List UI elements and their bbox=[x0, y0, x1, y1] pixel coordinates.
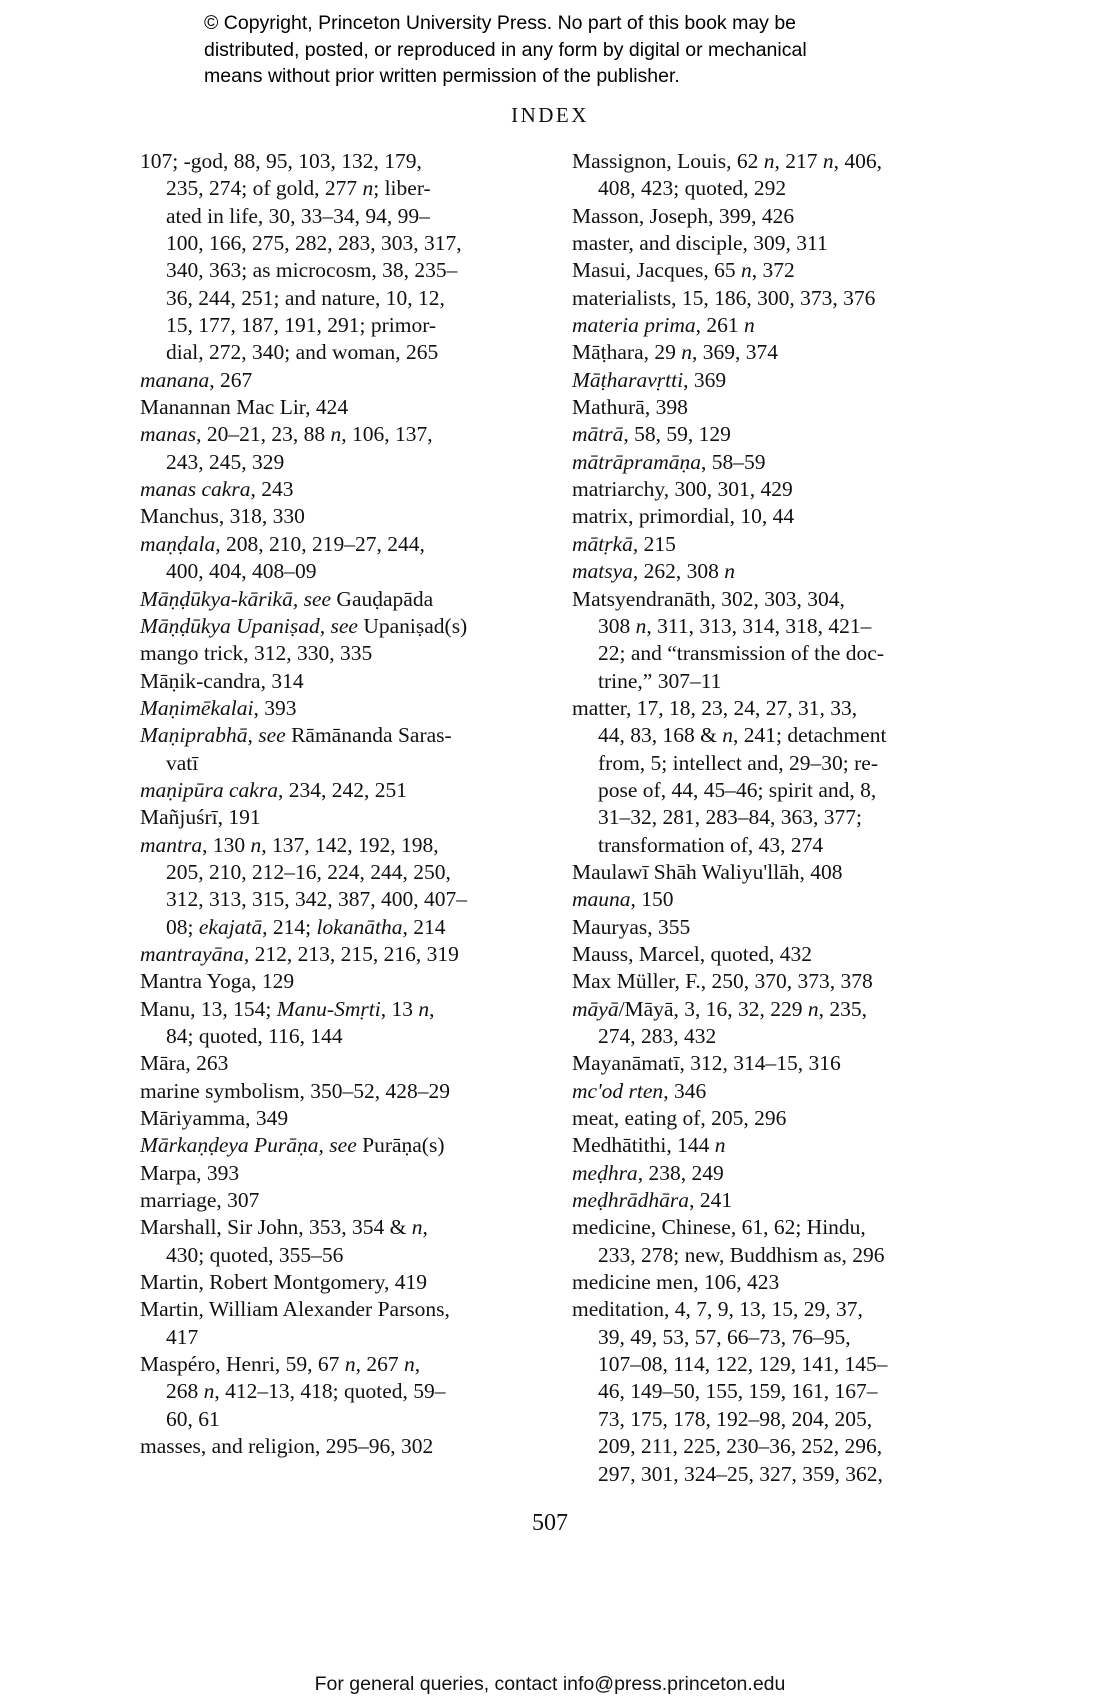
index-entry: Māṭharavṛtti, 369 bbox=[572, 367, 727, 392]
index-entry: Manchus, 318, 330 bbox=[140, 504, 305, 529]
copyright-notice bbox=[204, 10, 964, 90]
index-entry: Masson, Joseph, 399, 426 bbox=[572, 203, 795, 228]
index-entry: mc'od rten, 346 bbox=[572, 1078, 707, 1103]
index-entry: Matsyendranāth, 302, 303, 304, 308 n, 311, 313, 314, 318, 421– 22; and “transmission of the doc- trine,” 307–11 bbox=[572, 586, 885, 693]
index-entry: meḍhrādhāra, 241 bbox=[572, 1188, 733, 1213]
index-entry: mātṛkā, 215 bbox=[572, 531, 676, 556]
index-entry: Max Müller, F., 250, 370, 373, 378 bbox=[572, 969, 873, 994]
index-entry: matter, 17, 18, 23, 24, 27, 31, 33, 44, 83, 168 & n, 241; detachment from, 5; intellect and, 29–30; re- pose of, 44, 45–46; spirit and, 8, 31–32, 281, 283–84, 363, 377; transformation of, 43, 274 bbox=[572, 695, 887, 857]
index-entry: Mayanāmatī, 312, 314–15, 316 bbox=[572, 1051, 841, 1076]
index-entry: materialists, 15, 186, 300, 373, 376 bbox=[572, 285, 876, 310]
page-number: 507 bbox=[532, 1510, 568, 1536]
index-entry: meditation, 4, 7, 9, 13, 15, 29, 37, 39, 49, 53, 57, 66–73, 76–95, 107–08, 114, 122, 129, 141, 145– 46, 149–50, 155, 159, 161, 167– 73, 175, 178, 192–98, 204, 205, 209, 211, 225, 230–36, 252, 296, 297, 301, 324–25, 327, 359, 362, bbox=[572, 1297, 888, 1486]
index-entry: Manannan Mac Lir, 424 bbox=[140, 395, 349, 420]
copyright-line: means without prior written permission of the publisher. bbox=[204, 65, 680, 87]
copyright-line: distributed, posted, or reproduced in any form by digital or mechanical bbox=[204, 38, 807, 61]
index-entry: Marshall, Sir John, 353, 354 & n, 430; quoted, 355–56 bbox=[140, 1215, 428, 1267]
index-entry: medicine, Chinese, 61, 62; Hindu, 233, 278; new, Buddhism as, 296 bbox=[572, 1215, 885, 1267]
index-entry: master, and disciple, 309, 311 bbox=[572, 231, 828, 256]
running-header: INDEX bbox=[511, 103, 589, 127]
index-entry: Mauryas, 355 bbox=[572, 914, 691, 939]
index-entry: meat, eating of, 205, 296 bbox=[572, 1106, 787, 1131]
index-entry: meḍhra, 238, 249 bbox=[572, 1160, 724, 1185]
index-entry: Masui, Jacques, 65 n, 372 bbox=[572, 258, 795, 283]
index-entry: mauna, 150 bbox=[572, 887, 674, 912]
index-entry: māyā/Māyā, 3, 16, 32, 229 n, 235, 274, 283, 432 bbox=[572, 996, 868, 1048]
index-entry: maṇipūra cakra, 234, 242, 251 bbox=[140, 777, 407, 802]
index-entry: Massignon, Louis, 62 n, 217 n, 406, 408, 423; quoted, 292 bbox=[572, 149, 882, 201]
index-entry: mantra, 130 n, 137, 142, 192, 198, 205, 210, 212–16, 224, 244, 250, 312, 313, 315, 342, 387, 400, 407– 08; ekajatā, 214; lokanātha, 214 bbox=[140, 832, 467, 939]
index-entry: Māṇik-candra, 314 bbox=[140, 668, 304, 693]
index-entry: Maṇimēkalai, 393 bbox=[140, 695, 297, 720]
index-entry: manas cakra, 243 bbox=[140, 477, 294, 502]
copyright-line: © Copyright, Princeton University Press. No part of this book may be bbox=[204, 12, 797, 34]
index-column-left bbox=[140, 148, 540, 1461]
index-entry: Martin, Robert Montgomery, 419 bbox=[140, 1270, 428, 1295]
index-column-right bbox=[572, 148, 992, 1488]
index-entry: Medhātithi, 144 n bbox=[572, 1133, 726, 1158]
index-entry: manas, 20–21, 23, 88 n, 106, 137, 243, 245, 329 bbox=[140, 422, 433, 474]
index-entry: Mārkaṇḍeya Purāṇa, see Purāṇa(s) bbox=[140, 1133, 445, 1158]
index-entry: Maspéro, Henri, 59, 67 n, 267 n, 268 n, 412–13, 418; quoted, 59– 60, 61 bbox=[140, 1352, 446, 1431]
index-entry: mantrayāna, 212, 213, 215, 216, 319 bbox=[140, 941, 459, 966]
index-entry: Māṇḍūkya-kārikā, see Gauḍapāda bbox=[140, 586, 434, 611]
index-entry: Māṭhara, 29 n, 369, 374 bbox=[572, 340, 779, 365]
index-entry: masses, and religion, 295–96, 302 bbox=[140, 1434, 434, 1459]
index-entry: Mantra Yoga, 129 bbox=[140, 969, 295, 994]
footer-contact: For general queries, contact info@press.princeton.edu bbox=[314, 1673, 786, 1695]
index-entry: Maulawī Shāh Waliyu'llāh, 408 bbox=[572, 859, 843, 884]
index-entry: maṇḍala, 208, 210, 219–27, 244, 400, 404, 408–09 bbox=[140, 531, 425, 584]
index-entry: mātrāpramāṇa, 58–59 bbox=[572, 449, 766, 474]
index-entry: matriarchy, 300, 301, 429 bbox=[572, 477, 793, 502]
index-entry: Martin, William Alexander Parsons, 417 bbox=[140, 1297, 450, 1349]
index-entry: matsya, 262, 308 n bbox=[572, 559, 736, 584]
index-entry: 107; -god, 88, 95, 103, 132, 179, 235, 274; of gold, 277 n; liber- ated in life, 30, 33–34, 94, 99– 100, 166, 275, 282, 283, 303, 317, 340, 363; as microcosm, 38, 235– 36, 244, 251; and nature, 10, 12, 15, 177, 187, 191, 291; primor- dial, 272, 340; and woman, 265 bbox=[140, 149, 462, 365]
index-entry: Māra, 263 bbox=[140, 1051, 229, 1076]
index-entry: Maṇiprabhā, see Rāmānanda Saras- vatī bbox=[140, 723, 452, 775]
index-entry: Mathurā, 398 bbox=[572, 395, 688, 420]
index-entry: mātrā, 58, 59, 129 bbox=[572, 422, 731, 447]
index-entry: Māriyamma, 349 bbox=[140, 1106, 289, 1131]
index-entry: medicine men, 106, 423 bbox=[572, 1270, 780, 1295]
index-entry: materia prima, 261 n bbox=[572, 313, 755, 338]
index-entry: matrix, primordial, 10, 44 bbox=[572, 504, 795, 529]
index-entry: Marpa, 393 bbox=[140, 1160, 240, 1185]
index-entry: marine symbolism, 350–52, 428–29 bbox=[140, 1078, 450, 1103]
index-entry: Mauss, Marcel, quoted, 432 bbox=[572, 941, 813, 966]
index-entry: marriage, 307 bbox=[140, 1188, 260, 1213]
index-entry: Māṇḍūkya Upaniṣad, see Upaniṣad(s) bbox=[140, 613, 468, 638]
index-entry: Manu, 13, 154; Manu-Smṛti, 13 n, 84; quoted, 116, 144 bbox=[140, 996, 435, 1048]
index-entry: mango trick, 312, 330, 335 bbox=[140, 641, 373, 666]
index-entry: manana, 267 bbox=[140, 367, 253, 392]
index-entry: Mañjuśrī, 191 bbox=[140, 805, 261, 830]
